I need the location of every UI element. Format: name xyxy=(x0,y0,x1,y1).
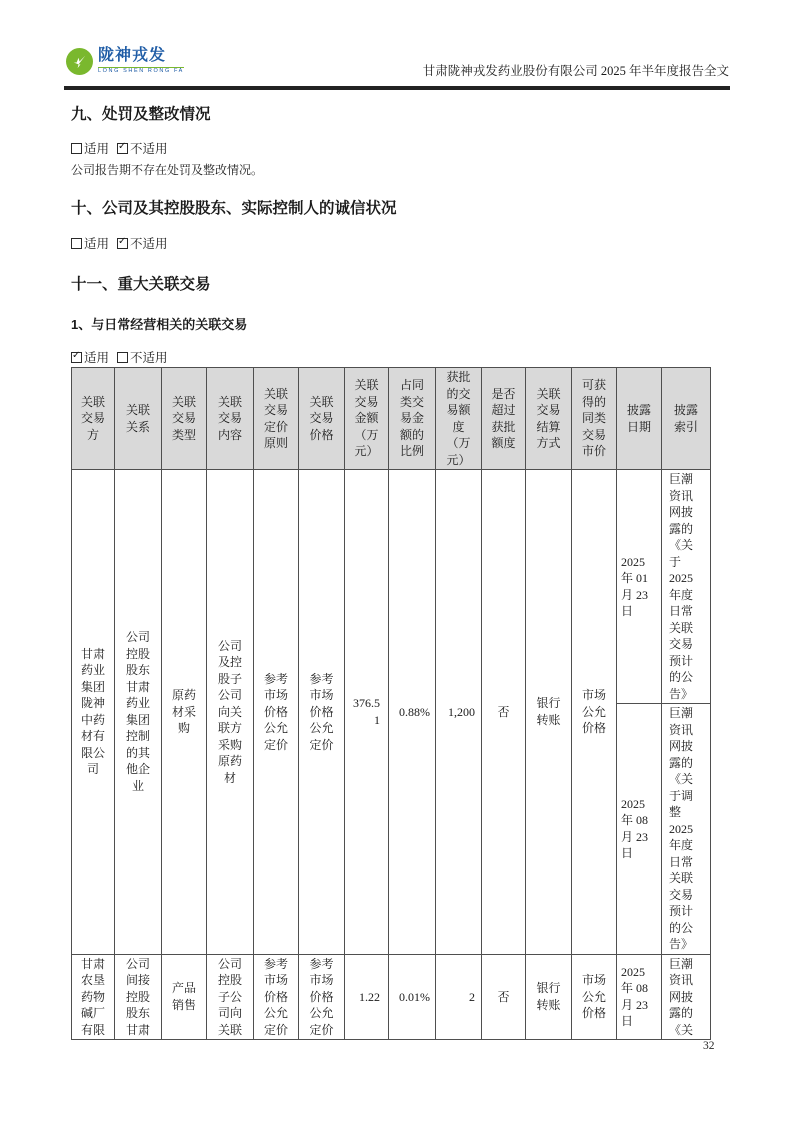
header-cell-disclosure-date: 披露日期 xyxy=(617,368,662,470)
cell-pricing-principle: 参考市场价格公允定价 xyxy=(254,470,299,955)
apply-label: 适用 xyxy=(84,142,110,156)
cell-price: 参考市场价格公允定价 xyxy=(299,470,345,955)
checkbox-checked-icon xyxy=(117,238,128,249)
cell-type: 产品销售 xyxy=(162,954,207,1040)
checkbox-unchecked-icon xyxy=(117,352,128,363)
cell-type: 原药材采购 xyxy=(162,470,207,955)
section-10-applicability xyxy=(71,234,168,252)
cell-ratio: 0.88% xyxy=(389,470,436,955)
cell-disclosure-date: 2025 年 08 月 23 日 xyxy=(617,954,662,1040)
header-cell-type: 关联交易类型 xyxy=(162,368,207,470)
header-cell-price: 关联交易价格 xyxy=(299,368,345,470)
header-cell-over-limit: 是否超过获批额度 xyxy=(482,368,526,470)
cell-party: 甘肃农垦药物碱厂有限 xyxy=(72,954,115,1040)
cell-settlement: 银行转账 xyxy=(526,470,572,955)
cell-disclosure-index: 巨潮资讯网披露的《关于 2025 年度日常关联交易预计的公告》 xyxy=(662,470,711,704)
section-9-title: 九、处罚及整改情况 xyxy=(71,106,211,123)
cell-market-price: 市场公允价格 xyxy=(572,470,617,955)
page-number: 32 xyxy=(703,1040,715,1052)
cell-over-limit: 否 xyxy=(482,470,526,955)
cell-disclosure-index: 巨潮资讯网披露的《关 xyxy=(662,954,711,1040)
table-row xyxy=(72,954,711,1040)
apply-label: 适用 xyxy=(84,351,110,365)
header-cell-disclosure-index: 披露索引 xyxy=(662,368,711,470)
header-cell-content: 关联交易内容 xyxy=(207,368,254,470)
not-apply-label: 不适用 xyxy=(130,351,168,365)
cell-relation: 公司控股股东甘肃药业集团控制的其他企业 xyxy=(115,470,162,955)
apply-label: 适用 xyxy=(84,237,110,251)
cell-market-price: 市场公允价格 xyxy=(572,954,617,1040)
table-row xyxy=(72,470,711,704)
logo-icon xyxy=(66,48,93,75)
cell-content: 公司控股子公司向关联 xyxy=(207,954,254,1040)
cell-disclosure-index: 巨潮资讯网披露的《关于调整 2025 年度日常关联交易预计的公告》 xyxy=(662,704,711,955)
cell-price: 参考市场价格公允定价 xyxy=(299,954,345,1040)
header-cell-pricing-principle: 关联交易定价原则 xyxy=(254,368,299,470)
subsection-1-applicability xyxy=(71,348,168,366)
company-logo xyxy=(66,48,184,75)
header-cell-approved-amount: 获批的交易额度（万元） xyxy=(436,368,482,470)
brand-subtitle: LONG SHEN RONG FA xyxy=(98,68,184,74)
related-transactions-table xyxy=(71,367,711,1040)
cell-ratio: 0.01% xyxy=(389,954,436,1040)
cell-disclosure-date: 2025 年 08 月 23 日 xyxy=(617,704,662,955)
section-9-applicability xyxy=(71,139,168,157)
section-11-title: 十一、重大关联交易 xyxy=(71,276,211,293)
brand-name: 陇神戎发 xyxy=(98,47,167,64)
cell-approved-amount: 1,200 xyxy=(436,470,482,955)
cell-approved-amount: 2 xyxy=(436,954,482,1040)
cell-pricing-principle: 参考市场价格公允定价 xyxy=(254,954,299,1040)
cell-party: 甘肃药业集团陇神中药材有限公司 xyxy=(72,470,115,955)
cell-content: 公司及控股子公司向关联方采购原药材 xyxy=(207,470,254,955)
brand-block xyxy=(98,48,184,75)
header-cell-market-price: 可获得的同类交易市价 xyxy=(572,368,617,470)
checkbox-unchecked-icon xyxy=(71,143,82,154)
header-cell-amount: 关联交易金额（万元） xyxy=(345,368,389,470)
header-cell-relation: 关联关系 xyxy=(115,368,162,470)
header-cell-ratio: 占同类交易金额的比例 xyxy=(389,368,436,470)
cell-disclosure-date: 2025 年 01 月 23 日 xyxy=(617,470,662,704)
not-apply-label: 不适用 xyxy=(130,142,168,156)
checkbox-checked-icon xyxy=(71,352,82,363)
cell-relation: 公司间接控股股东甘肃 xyxy=(115,954,162,1040)
header-rule xyxy=(64,86,730,90)
section-10-title: 十、公司及其控股股东、实际控制人的诚信状况 xyxy=(71,200,397,217)
checkbox-unchecked-icon xyxy=(71,238,82,249)
table-header-row xyxy=(72,368,711,470)
not-apply-label: 不适用 xyxy=(130,237,168,251)
subsection-1-title: 1、与日常经营相关的关联交易 xyxy=(71,317,248,332)
section-9-body: 公司报告期不存在处罚及整改情况。 xyxy=(71,163,264,177)
cell-amount: 1.22 xyxy=(345,954,389,1040)
doc-title: 甘肃陇神戎发药业股份有限公司 2025 年半年度报告全文 xyxy=(422,64,729,78)
header-cell-party: 关联交易方 xyxy=(72,368,115,470)
cell-settlement: 银行转账 xyxy=(526,954,572,1040)
checkbox-checked-icon xyxy=(117,143,128,154)
cell-over-limit: 否 xyxy=(482,954,526,1040)
cell-amount: 376.51 xyxy=(345,470,389,955)
header-cell-settlement: 关联交易结算方式 xyxy=(526,368,572,470)
